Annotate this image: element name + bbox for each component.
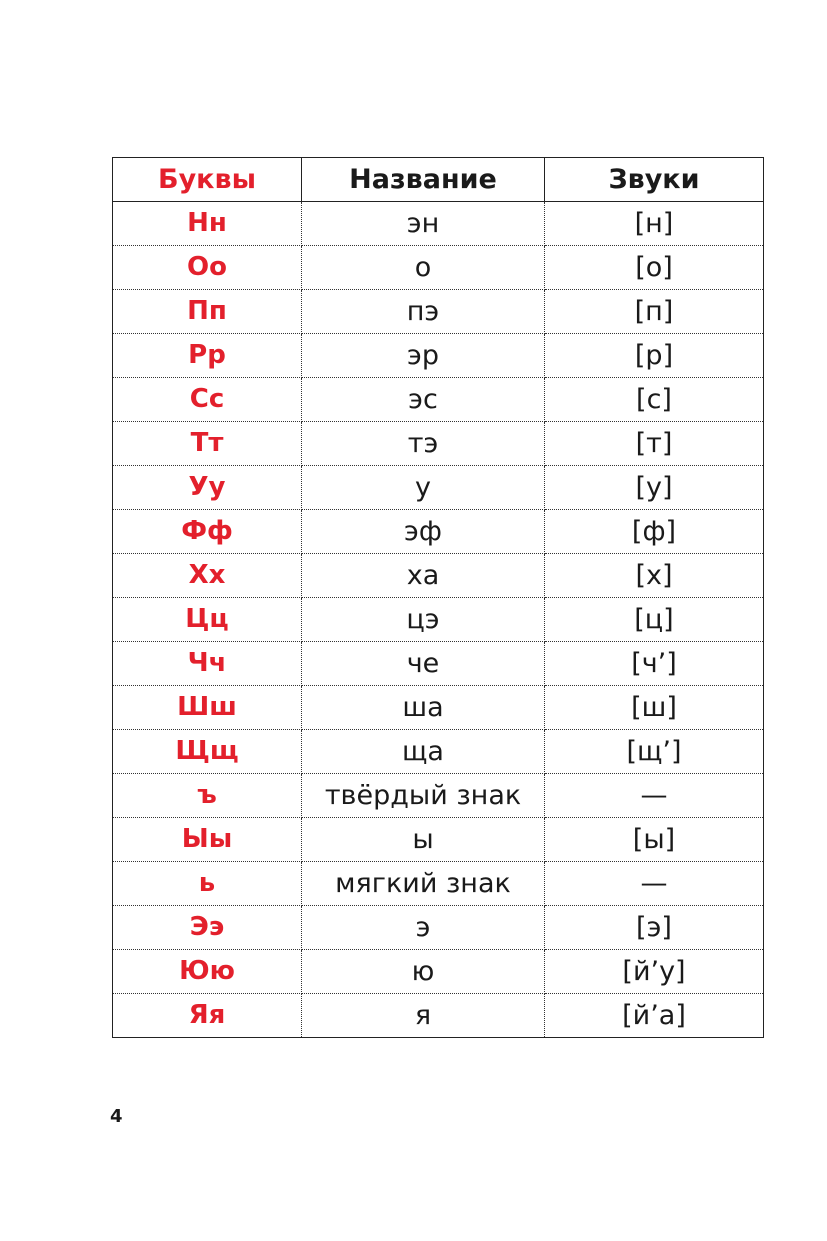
name-cell: ю bbox=[302, 950, 545, 994]
name-cell: эн bbox=[302, 202, 545, 246]
name-cell: ща bbox=[302, 730, 545, 774]
name-cell: у bbox=[302, 466, 545, 510]
letter-cell: Нн bbox=[113, 202, 302, 246]
letter-cell: Чч bbox=[113, 642, 302, 686]
letter-cell: Щщ bbox=[113, 730, 302, 774]
table-row bbox=[113, 378, 764, 422]
name-cell: ы bbox=[302, 818, 545, 862]
alphabet-table bbox=[112, 157, 764, 1038]
sound-cell: [с] bbox=[545, 378, 764, 422]
name-cell: я bbox=[302, 994, 545, 1038]
sound-cell: [п] bbox=[545, 290, 764, 334]
sound-cell: [р] bbox=[545, 334, 764, 378]
letter-cell: Яя bbox=[113, 994, 302, 1038]
name-cell: мягкий знак bbox=[302, 862, 545, 906]
sound-cell: [у] bbox=[545, 466, 764, 510]
table-row bbox=[113, 290, 764, 334]
sound-cell: [ч’] bbox=[545, 642, 764, 686]
sound-cell: [х] bbox=[545, 554, 764, 598]
letter-cell: Шш bbox=[113, 686, 302, 730]
table-row bbox=[113, 422, 764, 466]
sound-cell: [ф] bbox=[545, 510, 764, 554]
name-cell: эс bbox=[302, 378, 545, 422]
sound-cell: [щ’] bbox=[545, 730, 764, 774]
letter-cell: Хх bbox=[113, 554, 302, 598]
name-cell: э bbox=[302, 906, 545, 950]
table-row bbox=[113, 994, 764, 1038]
sound-cell: [ц] bbox=[545, 598, 764, 642]
letter-cell: Уу bbox=[113, 466, 302, 510]
letter-cell: Фф bbox=[113, 510, 302, 554]
table-row bbox=[113, 730, 764, 774]
page-number: 4 bbox=[110, 1106, 123, 1127]
sound-cell: [т] bbox=[545, 422, 764, 466]
letter-cell: Рр bbox=[113, 334, 302, 378]
header-sounds: Звуки bbox=[545, 158, 764, 202]
table-header-row bbox=[113, 158, 764, 202]
letter-cell: ь bbox=[113, 862, 302, 906]
letter-cell: Ээ bbox=[113, 906, 302, 950]
letter-cell: Тт bbox=[113, 422, 302, 466]
sound-cell: [о] bbox=[545, 246, 764, 290]
table-row bbox=[113, 862, 764, 906]
letter-cell: Оо bbox=[113, 246, 302, 290]
table-row bbox=[113, 510, 764, 554]
table-row bbox=[113, 246, 764, 290]
header-letters: Буквы bbox=[113, 158, 302, 202]
table-row bbox=[113, 334, 764, 378]
letter-cell: Юю bbox=[113, 950, 302, 994]
name-cell: ша bbox=[302, 686, 545, 730]
table-row bbox=[113, 466, 764, 510]
sound-cell: — bbox=[545, 862, 764, 906]
header-name: Название bbox=[302, 158, 545, 202]
table-row bbox=[113, 554, 764, 598]
letter-cell: Сс bbox=[113, 378, 302, 422]
table-row bbox=[113, 642, 764, 686]
name-cell: эр bbox=[302, 334, 545, 378]
table-row bbox=[113, 818, 764, 862]
name-cell: че bbox=[302, 642, 545, 686]
sound-cell: [й’а] bbox=[545, 994, 764, 1038]
table-row bbox=[113, 950, 764, 994]
name-cell: эф bbox=[302, 510, 545, 554]
name-cell: ха bbox=[302, 554, 545, 598]
letter-cell: Пп bbox=[113, 290, 302, 334]
sound-cell: [ш] bbox=[545, 686, 764, 730]
name-cell: тэ bbox=[302, 422, 545, 466]
name-cell: о bbox=[302, 246, 545, 290]
letter-cell: Цц bbox=[113, 598, 302, 642]
sound-cell: [н] bbox=[545, 202, 764, 246]
table-row bbox=[113, 598, 764, 642]
table-row bbox=[113, 202, 764, 246]
name-cell: твёрдый знак bbox=[302, 774, 545, 818]
table-row bbox=[113, 906, 764, 950]
sound-cell: [й’у] bbox=[545, 950, 764, 994]
table-row bbox=[113, 686, 764, 730]
sound-cell: [ы] bbox=[545, 818, 764, 862]
table-row bbox=[113, 774, 764, 818]
letter-cell: Ыы bbox=[113, 818, 302, 862]
name-cell: цэ bbox=[302, 598, 545, 642]
table-body bbox=[113, 202, 764, 1038]
sound-cell: [э] bbox=[545, 906, 764, 950]
letter-cell: ъ bbox=[113, 774, 302, 818]
name-cell: пэ bbox=[302, 290, 545, 334]
sound-cell: — bbox=[545, 774, 764, 818]
